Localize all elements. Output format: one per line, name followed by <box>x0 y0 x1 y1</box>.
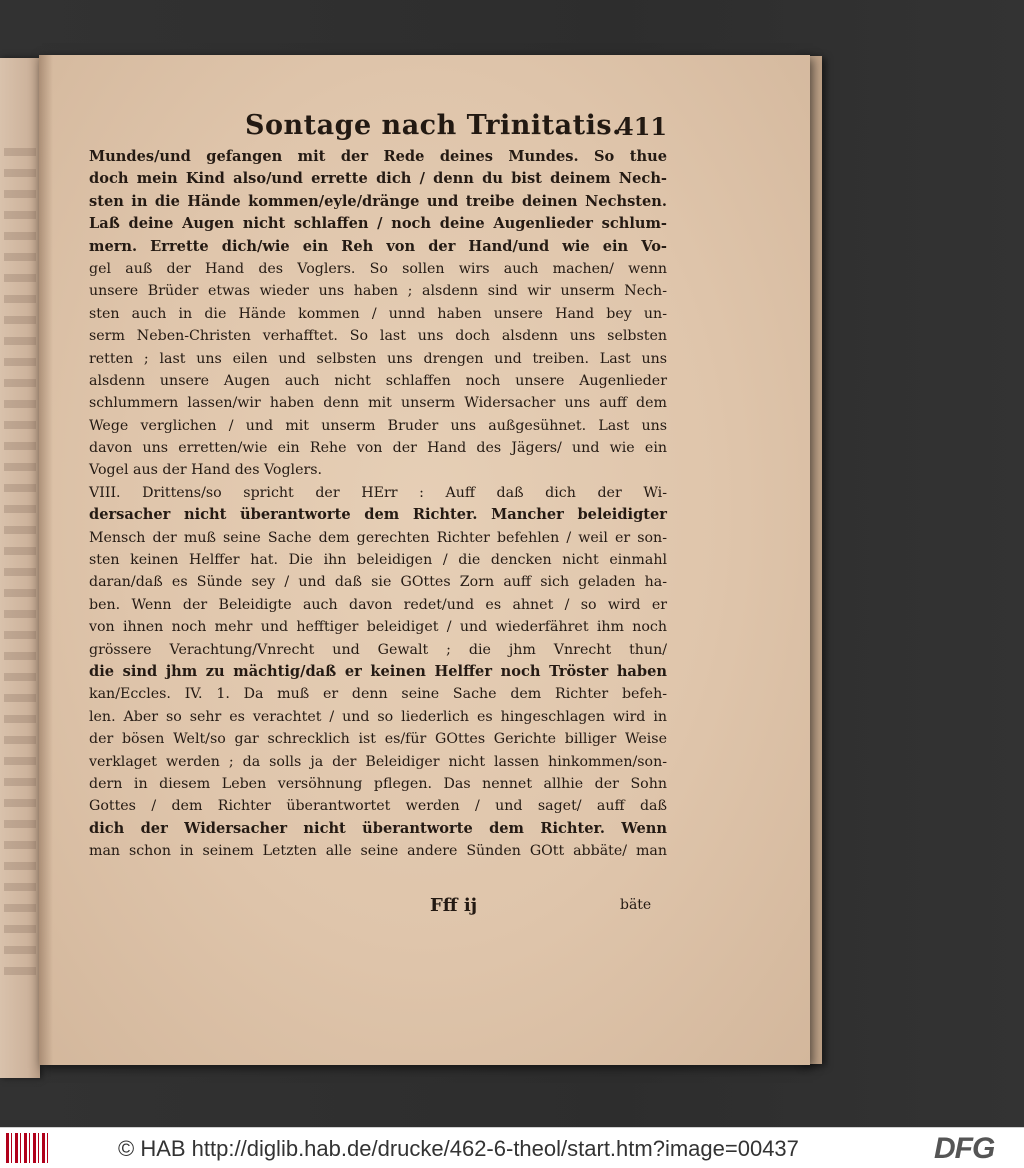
page-number: 411 <box>617 112 668 141</box>
text-line: verklaget werden ; da solls ja der Beleidiger nicht lassen hinkommen/son- <box>89 753 667 770</box>
text-line: gel auß der Hand des Voglers. So sollen wirs auch machen/ wenn <box>89 260 667 277</box>
page-gutter-shadow <box>39 55 53 1065</box>
text-line: die sind jhm zu mächtig/daß er keinen Helffer noch Tröster haben <box>89 662 667 680</box>
previous-page-text-ghost <box>4 148 36 978</box>
catchword: bäte <box>620 897 652 913</box>
text-line: kan/Eccles. IV. 1. Da muß er denn seine Sache dem Richter befeh- <box>89 686 667 703</box>
text-line: alsdenn unsere Augen auch nicht schlaffen noch unsere Augenlieder <box>89 372 667 389</box>
text-line: der bösen Welt/so gar schrecklich ist es/für GOttes Gerichte billiger Weise <box>89 731 667 748</box>
text-line: Vogel aus der Hand des Voglers. <box>89 462 323 479</box>
text-line: grössere Verachtung/Vnrecht und Gewalt ; die jhm Vnrecht thun/ <box>89 641 667 658</box>
hab-barcode-logo <box>6 1133 48 1163</box>
text-line: unsere Brüder etwas wieder uns haben ; alsdenn sind wir unserm Nech- <box>89 283 667 300</box>
text-line: dern in diesem Leben versöhnung pflegen. Das nennet allhie der Sohn <box>89 775 667 792</box>
text-line: daran/daß es Sünde sey / und daß sie GOttes Zorn auff sich geladen ha- <box>89 574 667 591</box>
text-line: ben. Wenn der Beleidigte auch davon redet/und es ahnet / so wird er <box>89 596 667 613</box>
text-line: Mundes/und gefangen mit der Rede deines Mundes. So thue <box>89 148 667 165</box>
text-line: mern. Errette dich/wie ein Reh von der Hand/und wie ein Vo- <box>89 237 667 255</box>
text-line: Mensch der muß seine Sache dem gerechten Richter befehlen / weil er son- <box>89 529 667 546</box>
text-line: von ihnen noch mehr und hefftiger beleidiget / und wiederfähret ihm noch <box>89 619 667 636</box>
text-line: schlummern lassen/wir haben denn mit unserm Widersacher uns auff dem <box>89 395 667 412</box>
text-line: sten keinen Helffer hat. Die ihn beleidigen / die dencken nicht einmahl <box>89 552 667 569</box>
text-line: dersacher nicht überantworte dem Richter. Mancher beleidigter <box>89 506 667 524</box>
body-text <box>89 146 667 863</box>
footer-bar <box>0 1127 1024 1168</box>
text-line: sten in die Hände kommen/eyle/dränge und treibe deinen Nechsten. <box>89 192 667 210</box>
text-line: Wege verglichen / und mit unserm Bruder uns außgesühnet. Last uns <box>89 417 667 434</box>
text-line: man schon in seinem Letzten alle seine andere Sünden GOtt abbäte/ man <box>89 843 667 860</box>
running-head <box>205 106 675 146</box>
signature-mark: Fff ij <box>430 895 478 916</box>
text-line: Gottes / dem Richter überantwortet werden / und saget/ auff daß <box>89 798 667 815</box>
dfg-logo: DFG <box>934 1132 995 1165</box>
text-line: dich der Widersacher nicht überantworte dem Richter. Wenn <box>89 819 667 837</box>
text-line: davon uns erretten/wie ein Rehe von der Hand des Jägers/ und wie ein <box>89 440 667 457</box>
text-line: Laß deine Augen nicht schlaffen / noch deine Augenlieder schlum- <box>89 215 667 233</box>
text-line: len. Aber so sehr es verachtet / und so liederlich es hingeschlagen wird in <box>89 708 667 725</box>
running-head-title: Sontage nach Trinitatis. <box>245 110 622 141</box>
catchline <box>430 895 670 921</box>
footer-attribution: © HAB http://diglib.hab.de/drucke/462-6-theol/start.htm?image=00437 <box>118 1136 799 1161</box>
previous-page-edge <box>0 58 40 1078</box>
text-line: doch mein Kind also/und errette dich / denn du bist deinem Nech- <box>89 170 667 188</box>
text-line: serm Neben-Christen verhafftet. So last uns doch alsdenn uns selbsten <box>89 328 667 345</box>
text-line: VIII. Drittens/so spricht der HErr : Auff daß dich der Wi- <box>89 484 667 501</box>
text-line: retten ; last uns eilen und selbsten uns drengen und treiben. Last uns <box>89 350 667 367</box>
text-line: sten auch in die Hände kommen / unnd haben unsere Hand bey un- <box>89 305 667 322</box>
